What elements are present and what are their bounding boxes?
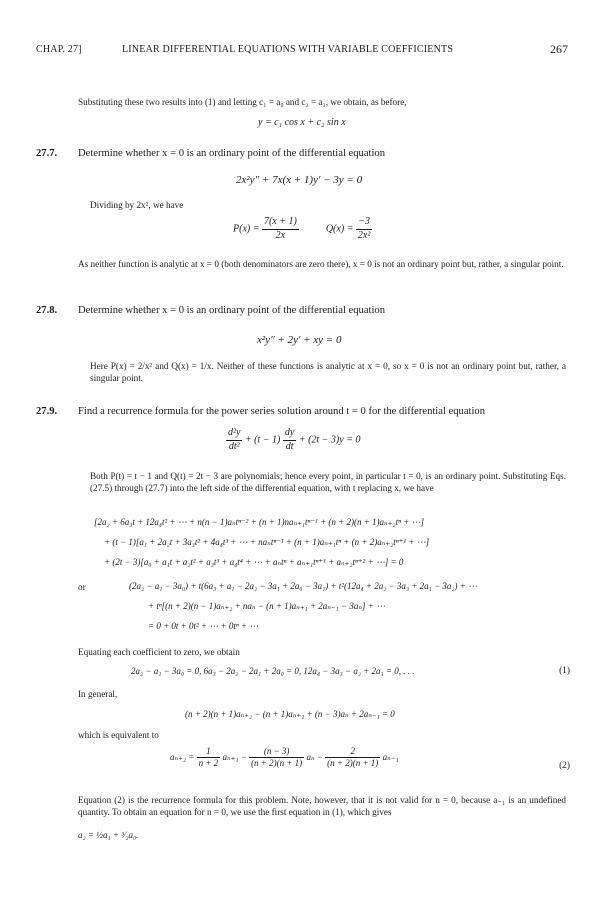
p-q-fractions (233, 217, 372, 241)
p-label: P(x) = (233, 223, 260, 235)
dy-denominator: dt (285, 440, 294, 452)
or-line-1: (2a₂ − a₁ − 3a₀) + t(6a₃ + a₁ − 2a₂ − 3a₁ + 2a₀ − 3a₁) + t²(12a₄ + 2a₂ − 3a₃ + 2a₁ − 3a₂) + ⋯ (129, 581, 478, 591)
recurrence-term-3: aₙ₋₁ (382, 752, 399, 762)
equation-27-8: x²y″ + 2y′ + xy = 0 (257, 334, 342, 346)
q-numerator: −3 (356, 217, 372, 230)
or-line-2: + tⁿ[(n + 2)(n − 1)aₙ₊₂ + naₙ − (n + 1)aₙ₊₁ + 2aₙ₋₁ − 3aₙ] + ⋯ (148, 601, 386, 611)
equation-27-9 (226, 428, 360, 452)
final-paragraph: Equation (2) is the recurrence formula for this problem. Note, however, that it is not valid for n = 0, because a₋₁ is an undefined quantity. To obtain an equation for n = 0, we use the first equation in (1), which gives (78, 795, 566, 817)
sum-line-1: [2a₂ + 6a₃t + 12a₄t² + ⋯ + n(n − 1)aₙtⁿ⁻² + (n + 1)naₙ₊₁tⁿ⁻¹ + (n + 2)(n + 1)aₙ₊₂tⁿ + ⋯] (94, 517, 424, 527)
rec-f2-denominator: (n + 2)(n + 1) (251, 758, 303, 769)
q-denominator: 2x² (357, 229, 371, 241)
recurrence-term-2: aₙ − (306, 752, 323, 762)
q-label: Q(x) = (325, 223, 354, 235)
problem-number-27-9: 27.9. (36, 406, 58, 417)
recurrence-formula (170, 747, 399, 769)
page-number: 267 (550, 42, 568, 56)
rec-f3-denominator: (n + 2)(n + 1) (327, 758, 379, 769)
sum-line-2: + (t − 1)[a₁ + 2a₂t + 3a₃t² + 4a₄t³ + ⋯ + naₙtⁿ⁻¹ + (n + 1)aₙ₊₁tⁿ + (n + 2)aₙ₊₂tⁿ⁺¹ + ⋯] (104, 537, 430, 547)
problem-statement-27-9: Find a recurrence formula for the power series solution around t = 0 for the differential equation (78, 406, 486, 417)
dy-numerator: dy (283, 428, 296, 441)
d2y-denominator: dt² (228, 440, 240, 452)
equation-label-1: (1) (559, 666, 570, 676)
p-numerator: 7(x + 1) (262, 217, 299, 230)
d2y-fraction (226, 428, 242, 452)
equation-end-term: + (2t − 3)y = 0 (298, 434, 361, 446)
problem-number-27-7: 27.7. (36, 148, 58, 159)
rec-f2-numerator: (n − 3) (249, 747, 304, 758)
coefficient-equations: 2a₂ − a₁ − 3a₀ = 0, 6a₃ − 2a₂ − 2a₁ + 2a₀ = 0, 12a₄ − 3a₃ − a₂ + 2a₁ = 0, . . . (131, 666, 415, 676)
final-equation: a₂ = ½a₁ + ³⁄₂a₀. (78, 830, 139, 840)
intro-text: Substituting these two results into (1) and letting c₁ = a₀ and c₂ = a₁, we obtain, as before, (78, 97, 407, 107)
dividing-text: Dividing by 2x², we have (90, 200, 184, 210)
equation-middle-term: + (t − 1) (244, 434, 281, 446)
equation-label-2: (2) (559, 761, 570, 771)
recurrence-lhs: aₙ₊₂ = (170, 752, 195, 762)
rec-f3-numerator: 2 (325, 747, 380, 758)
sum-line-3: + (2t − 3)[a₀ + a₁t + a₂t² + a₃t³ + a₄t⁴ + ⋯ + aₙtⁿ + aₙ₊₁tⁿ⁺¹ + aₙ₊₂tⁿ⁺² + ⋯] = 0 (104, 557, 404, 567)
paragraph-polynomials: Both P(t) = t − 1 and Q(t) = 2t − 3 are polynomials; hence every point, in particular t = 0, is an ordinary point. Substituting Eqs. (27.5) through (27.7) into the left side of the differential equation, with t replacing x, we have (90, 471, 566, 493)
rec-f1-denominator: n + 2 (198, 758, 219, 769)
p-fraction (262, 217, 299, 241)
dy-fraction (283, 428, 296, 452)
or-label: or (78, 582, 86, 592)
rec-f1-numerator: 1 (197, 747, 221, 758)
chapter-label: CHAP. 27] (36, 44, 82, 55)
problem-number-27-8: 27.8. (36, 305, 58, 316)
d2y-numerator: d²y (226, 428, 242, 441)
intro-equation: y = c₁ cos x + c₂ sin x (258, 117, 346, 128)
equating-text: Equating each coefficient to zero, we obtain (78, 647, 240, 657)
running-title: LINEAR DIFFERENTIAL EQUATIONS WITH VARIABLE COEFFICIENTS (122, 44, 454, 55)
recurrence-fraction-1 (197, 747, 221, 769)
recurrence-fraction-2 (249, 747, 304, 769)
equivalent-text: which is equivalent to (78, 730, 159, 740)
q-fraction (356, 217, 372, 241)
conclusion-27-7: As neither function is analytic at x = 0 (both denominators are zero there), x = 0 is not an ordinary point but, rather, a singular point. (78, 259, 564, 269)
problem-statement-27-8: Determine whether x = 0 is an ordinary point of the differential equation (78, 305, 386, 316)
recurrence-fraction-3 (325, 747, 380, 769)
recurrence-term-1: aₙ₊₁ − (222, 752, 247, 762)
equation-27-7: 2x²y″ + 7x(x + 1)y′ − 3y = 0 (236, 174, 363, 186)
p-denominator: 2x (275, 229, 286, 241)
conclusion-27-8: Here P(x) = 2/x² and Q(x) = 1/x. Neither of these functions is analytic at x = 0, so x = 0 is not an ordinary point but, rather, a singular point. (90, 361, 566, 383)
or-line-3: = 0 + 0t + 0t² + ⋯ + 0tⁿ + ⋯ (148, 621, 259, 631)
problem-statement-27-7: Determine whether x = 0 is an ordinary point of the differential equation (78, 148, 386, 159)
general-equation: (n + 2)(n + 1)aₙ₊₂ − (n + 1)aₙ₊₁ + (n − 3)aₙ + 2aₙ₋₁ = 0 (185, 709, 395, 719)
in-general-text: In general, (78, 689, 118, 699)
